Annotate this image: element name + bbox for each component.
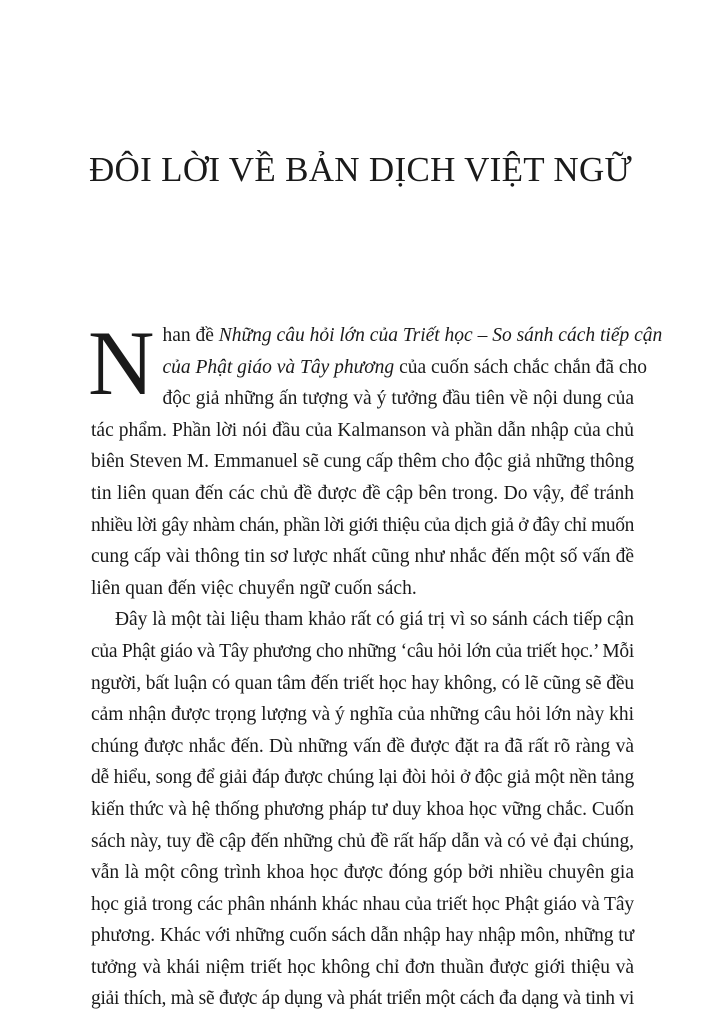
text-line: tưởng và khái niệm triết học không chỉ đơn thuần được giới thiệu và (91, 956, 634, 978)
text-line: người, bất luận có quan tâm đến triết học hay không, có lẽ cũng sẽ đều (91, 672, 634, 694)
text-line: độc giả những ấn tượng và ý tưởng đầu tiên về nội dung của (162, 388, 634, 410)
paragraph-1 (88, 312, 663, 604)
text-line: tin liên quan đến các chủ đề được đề cập bên trong. Do vậy, để tránh (91, 482, 634, 504)
text-line (91, 352, 648, 384)
text-line: của Phật giáo và Tây phương cho những ‘câu hỏi lớn của triết học.’ Mỗi (91, 640, 634, 662)
text-span: han đề (162, 325, 219, 346)
text-line: dễ hiểu, song để giải đáp được chúng lại đòi hỏi ở độc giả một nền tảng (91, 767, 634, 789)
text-line (91, 320, 663, 352)
text-line: cảm nhận được trọng lượng và ý nghĩa của những câu hỏi lớn này khi (91, 704, 634, 726)
text-line: nhiều lời gây nhàm chán, phần lời giới thiệu của dịch giả ở đây chỉ muốn (91, 514, 634, 536)
text-line: biên Steven M. Emmanuel sẽ cung cấp thêm cho độc giả những thông (91, 451, 635, 473)
body-text (88, 312, 663, 1015)
text-line: giải thích, mà sẽ được áp dụng và phát triển một cách đa dạng và tinh vi (91, 988, 634, 1010)
text-span: của cuốn sách chắc chắn đã cho (394, 356, 648, 378)
text-line: Đây là một tài liệu tham khảo rất có giá trị vì so sánh cách tiếp cận (115, 609, 634, 631)
text-line: kiến thức và hệ thống phương pháp tư duy khoa học vững chắc. Cuốn (91, 798, 635, 820)
text-line: liên quan đến việc chuyển ngữ cuốn sách. (91, 577, 417, 599)
drop-cap: N (88, 312, 155, 414)
text-line: học giả trong các phân nhánh khác nhau của triết học Phật giáo và Tây (91, 893, 634, 915)
paragraph-2 (91, 604, 634, 1015)
text-line: chúng được nhắc đến. Dù những vấn đề được đặt ra đã rất rõ ràng và (91, 735, 634, 757)
text-line: tác phẩm. Phần lời nói đầu của Kalmanson và phần dẫn nhập của chủ (91, 419, 634, 441)
text-line: cung cấp vài thông tin sơ lược nhất cũng như nhắc đến một số vấn đề (91, 546, 634, 568)
text-line: sách này, tuy đề cập đến những chủ đề rất hấp dẫn và có vẻ đại chúng, (91, 830, 634, 852)
italic-book-title: của Phật giáo và Tây phương (162, 356, 395, 378)
page-title: ĐÔI LỜI VỀ BẢN DỊCH VIỆT NGỮ (88, 150, 633, 189)
italic-book-title: Những câu hỏi lớn của Triết học – So sánh cách tiếp cận (218, 325, 663, 346)
text-line: phương. Khác với những cuốn sách dẫn nhập hay nhập môn, những tư (91, 925, 635, 947)
text-line: vẫn là một công trình khoa học được đóng góp bởi nhiều chuyên gia (91, 862, 634, 884)
